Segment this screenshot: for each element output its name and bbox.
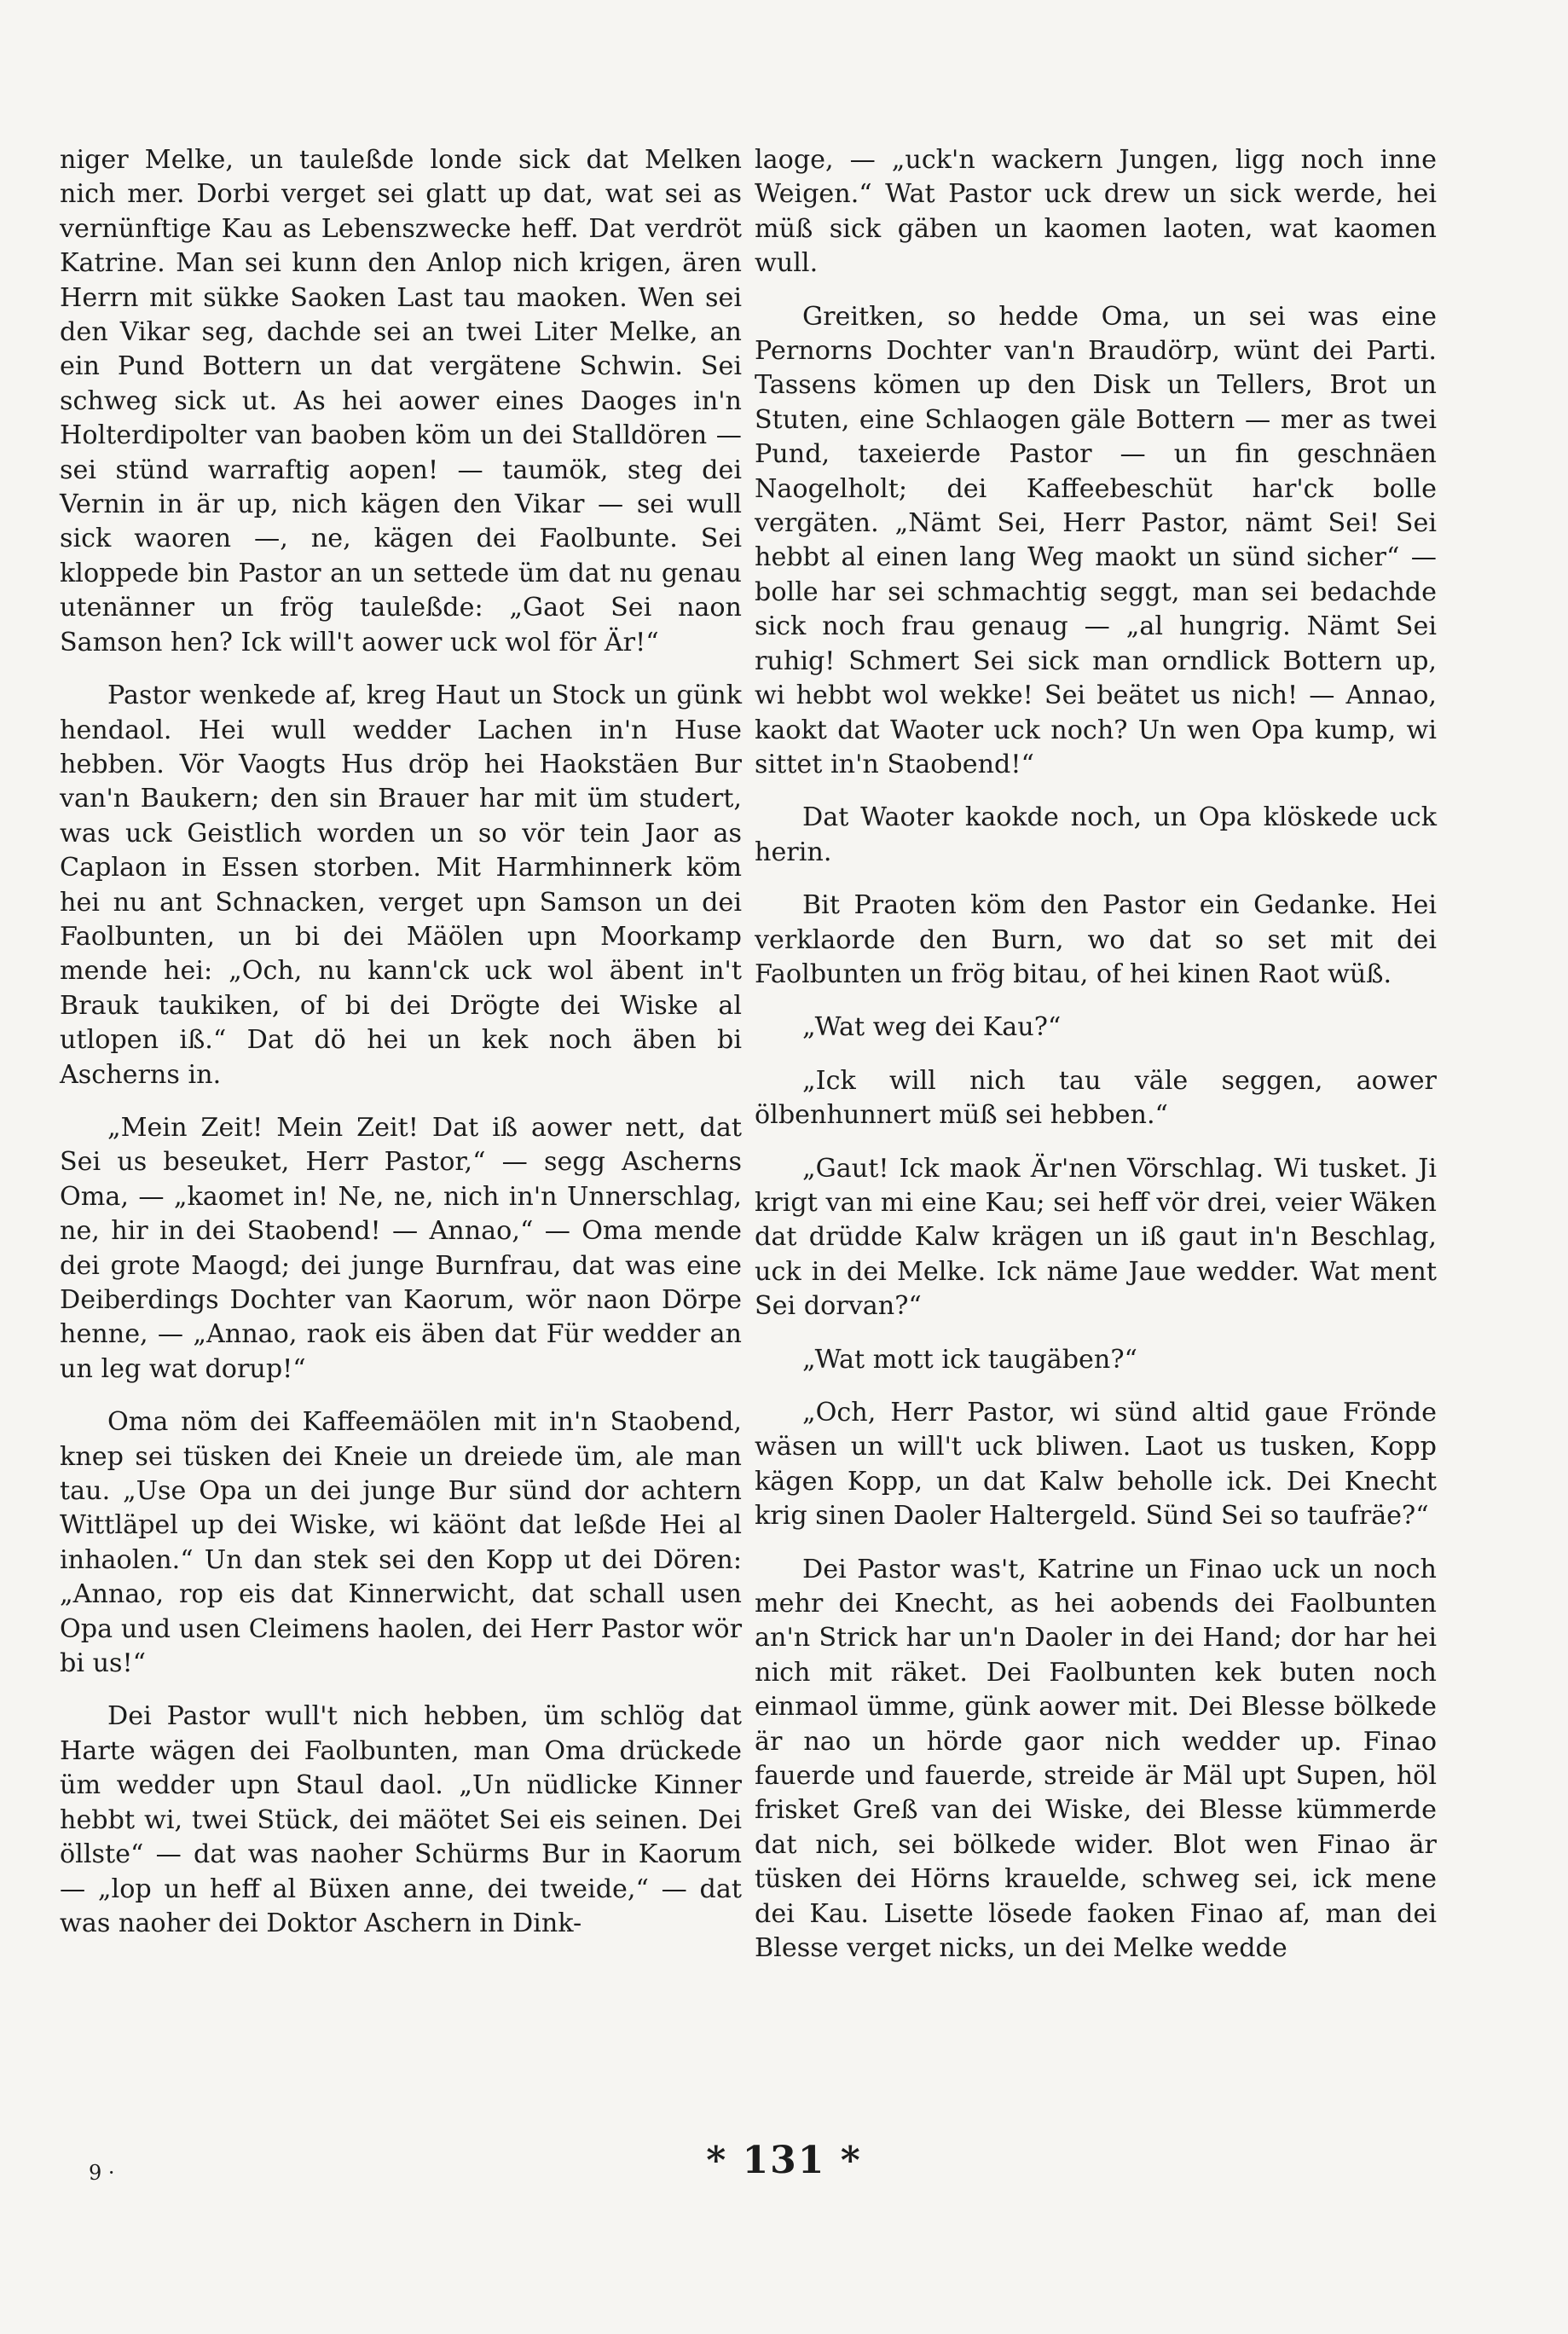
right-column [755, 143, 1437, 1985]
paragraph: niger Melke, un tauleßde londe sick dat Melken nich mer. Dorbi verget sei glatt up dat, wat sei as vernünftige Kau as Lebenszwecke heff. Dat verdröt Katrine. Man sei kunn den Anlop nich krigen, ären Herrn mit sükke Saoken Last tau maoken. Wen sei den Vikar seg, dachde sei an twei Liter Melke, an ein Pund Bottern un dat vergätene Schwin. Sei schweg sick ut. As hei aower eines Daoges in'n Holterdipolter van baoben köm un dei Stalldören — sei stünd warraftig aopen! — taumök, steg dei Vernin in är up, nich kägen den Vikar — sei wull sick waoren —, ne, kägen dei Faolbunte. Sei kloppede bin Pastor an un settede üm dat nu genau utenänner un frög tauleßde: „Gaot Sei naon Samson hen? Ick will't aower uck wol för Är!“ [60, 145, 742, 657]
paragraph: „Wat weg dei Kau?“ [802, 1012, 1062, 1043]
book-page [60, 143, 1519, 2173]
page-number: * 131 * [706, 2139, 862, 2182]
paragraph: Bit Praoten köm den Pastor ein Gedanke. Hei verklaorde den Burn, wo dat so set mit dei Faolbunten un frög bitau, of hei kinen Raot wüß. [755, 890, 1437, 989]
paragraph: „Gaut! Ick maok Är'nen Vörschlag. Wi tusket. Ji krigt van mi eine Kau; sei heff vör drei, veier Wäken dat drüdde Kalw krägen un iß gaut in'n Beschlag, uck in dei Melke. Ick näme Jaue wedder. Wat ment Sei dorvan?“ [755, 1153, 1437, 1322]
paragraph: „Ick will nich tau väle seggen, aower ölbenhunnert müß sei hebben.“ [755, 1065, 1437, 1131]
sheet-signature-mark: 9 · [89, 2161, 115, 2185]
paragraph: „Wat mott ick taugäben?“ [802, 1344, 1137, 1375]
paragraph: Dei Pastor was't, Katrine un Finao uck un noch mehr dei Knecht, as hei aobends dei Faolbunten an'n Strick har un'n Daoler in dei Hand; dor har hei nich mit räket. Dei Faolbunten kek buten noch einmaol ümme, günk aower mit. Dei Blesse bölkede är nao un hörde gaor nich wedder up. Finao fauerde und fauerde, streide är Mäl upt Supen, höl frisket Greß van dei Wiske, dei Blesse kümmerde dat nich, sei bölkede wider. Blot wen Finao är tüsken dei Hörns krauelde, schweg sei, ick mene dei Kau. Lisette lösede faoken Finao af, man dei Blesse verget nicks, un dei Melke wedde [755, 1554, 1437, 1964]
paragraph: „Mein Zeit! Mein Zeit! Dat iß aower nett, dat Sei us beseuket, Herr Pastor,“ — segg Ascherns Oma, — „kaomet in! Ne, ne, nich in'n Unnerschlag, ne, hir in dei Staobend! — Annao,“ — Oma mende dei grote Maogd; dei junge Burnfrau, dat was eine Deiberdings Dochter van Kaorum, wör naon Dörpe henne, — „Annao, raok eis äben dat Für wedder an un leg wat dorup!“ [60, 1112, 742, 1384]
paragraph: „Och, Herr Pastor, wi sünd altid gaue Frönde wäsen un will't uck bliwen. Laot us tusken, Kopp kägen Kopp, un dat Kalw beholle ick. Dei Knecht krig sinen Daoler Haltergeld. Sünd Sei so taufräe?“ [755, 1398, 1437, 1532]
paragraph: Dat Waoter kaokde noch, un Opa klöskede uck herin. [755, 802, 1437, 867]
paragraph: Dei Pastor wull't nich hebben, üm schlög dat Harte wägen dei Faolbunten, man Oma drückede üm wedder upn Staul daol. „Un nüdlicke Kinner hebbt wi, twei Stück, dei mäötet Sei eis seinen. Dei öllste“ — dat was naoher Schürms Bur in Kaorum — „lop un heff al Büxen anne, dei tweide,“ — dat was naoher dei Doktor Aschern in Dink- [60, 1701, 742, 1938]
paragraph: Oma nöm dei Kaffeemäölen mit in'n Staobend, knep sei tüsken dei Kneie un dreiede üm, ale man tau. „Use Opa un dei junge Bur sünd dor achtern Wittläpel up dei Wiske, wi käönt dat leßde Hei al inhaolen.“ Un dan stek sei den Kopp ut dei Dören: „Annao, rop eis dat Kinnerwicht, dat schall usen Opa und usen Cleimens haolen, dei Herr Pastor wör bi us!“ [60, 1407, 742, 1679]
paragraph: laoge, — „uck'n wackern Jungen, ligg noch inne Weigen.“ Wat Pastor uck drew un sick werde, hei müß sick gäben un kaomen laoten, wat kaomen wull. [755, 145, 1437, 279]
paragraph: Pastor wenkede af, kreg Haut un Stock un günk hendaol. Hei wull wedder Lachen in'n Huse hebben. Vör Vaogts Hus dröp hei Haokstäen Bur van'n Baukern; den sin Brauer har mit üm studert, was uck Geistlich worden un so vör tein Jaor as Caplaon in Essen storben. Mit Harmhinnerk köm hei nu ant Schnacken, verget upn Samson un dei Faolbunten, un bi dei Mäölen upn Moorkamp mende hei: „Och, nu kann'ck uck wol äbent in't Brauk taukiken, of bi dei Drögte dei Wiske al utlopen iß.“ Dat dö hei un kek noch äben bi Ascherns in. [60, 681, 742, 1090]
left-column [60, 143, 742, 1960]
paragraph: Greitken, so hedde Oma, un sei was eine Pernorns Dochter van'n Braudörp, wünt dei Parti. Tassens kömen up den Disk un Tellers, Brot un Stuten, eine Schlaogen gäle Bottern — mer as twei Pund, taxeierde Pastor — un fin geschnäen Naogelholt; dei Kaffeebeschüt har'ck bolle vergäten. „Nämt Sei, Herr Pastor, nämt Sei! Sei hebbt al einen lang Weg maokt un sünd sicher“ — bolle har sei schmachtig seggt, man sei bedachde sick noch frau genaug — „al hungrig. Nämt Sei ruhig! Schmert Sei sick man orndlick Bottern up, wi hebbt wol wekke! Sei beätet us nich! — Annao, kaokt dat Waoter uck noch? Un wen Opa kump, wi sittet in'n Staobend!“ [755, 301, 1437, 779]
